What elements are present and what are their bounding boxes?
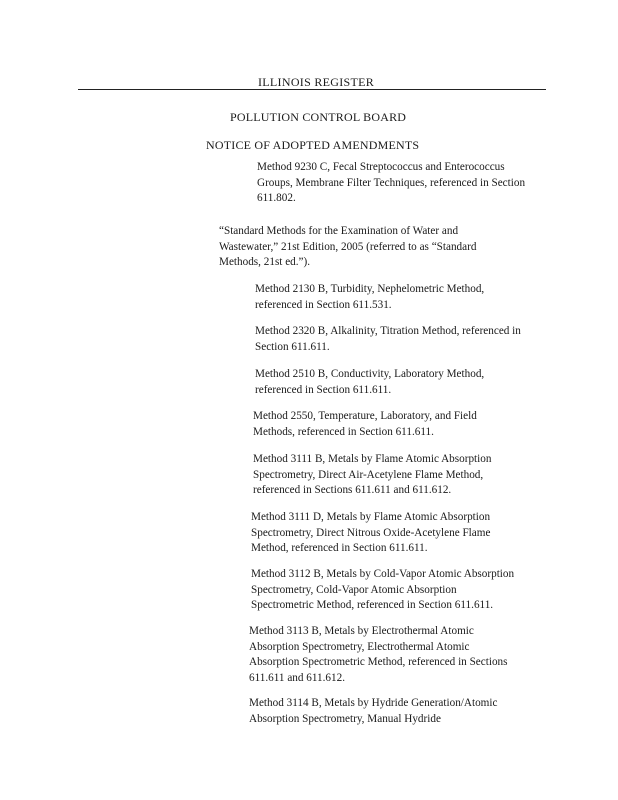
entry-line: 611.611 and 611.612. — [249, 671, 346, 684]
entry-line: Method 2130 B, Turbidity, Nephelometric Method, — [255, 283, 485, 295]
method-entry — [253, 409, 477, 440]
entry-line: Absorption Spectrometry, Electrothermal Atomic — [249, 640, 470, 653]
entry-line: Method 2320 B, Alkalinity, Titration Method, referenced in — [255, 325, 521, 337]
entry-line: Section 611.611. — [255, 340, 330, 353]
entry-line: Spectrometry, Cold-Vapor Atomic Absorption — [251, 583, 457, 596]
method-entry — [255, 367, 484, 398]
entry-line: Absorption Spectrometry, Manual Hydride — [249, 712, 441, 725]
entry-line: Method 3112 B, Metals by Cold-Vapor Atomic Absorption — [251, 568, 515, 580]
entry-line: referenced in Sections 611.611 and 611.612. — [253, 484, 452, 496]
notice-title: NOTICE OF ADOPTED AMENDMENTS — [206, 138, 420, 152]
method-entry — [255, 282, 484, 313]
entry-line: Method, referenced in Section 611.611. — [251, 542, 428, 554]
entry-line: Method 3111 B, Metals by Flame Atomic Absorption — [253, 453, 492, 465]
method-entry — [257, 160, 525, 207]
entry-line: referenced in Section 611.531. — [255, 298, 392, 311]
entry-line: Method 9230 C, Fecal Streptococcus and Enterococcus — [257, 161, 505, 173]
entry-line: Method 3111 D, Metals by Flame Atomic Absorption — [251, 511, 491, 523]
method-entry — [251, 510, 490, 557]
publication-entry — [219, 224, 476, 271]
board-title: POLLUTION CONTROL BOARD — [230, 110, 407, 124]
entry-line: Method 2550, Temperature, Laboratory, and Field — [253, 410, 477, 422]
entry-line: Method 3113 B, Metals by Electrothermal Atomic — [249, 625, 474, 637]
entry-line: Spectrometry, Direct Air-Acetylene Flame Method, — [253, 468, 484, 481]
entry-line: Method 3114 B, Metals by Hydride Generation/Atomic — [249, 697, 498, 709]
entry-line: Groups, Membrane Filter Techniques, referenced in Section — [257, 176, 526, 189]
entry-line: referenced in Section 611.611. — [255, 383, 392, 396]
method-entry — [251, 567, 514, 614]
method-entry — [249, 696, 497, 727]
entry-line: Spectrometric Method, referenced in Section 611.611. — [251, 599, 494, 611]
entry-line: Methods, referenced in Section 611.611. — [253, 425, 434, 438]
entry-line: Spectrometry, Direct Nitrous Oxide-Acetylene Flame — [251, 526, 491, 539]
register-title: ILLINOIS REGISTER — [258, 75, 375, 89]
entry-line: Absorption Spectrometric Method, referenced in Sections — [249, 656, 508, 668]
method-entry — [249, 624, 507, 686]
method-entry — [253, 452, 491, 499]
entry-line: Wastewater,” 21st Edition, 2005 (referred to as “Standard — [219, 240, 477, 253]
entry-line: Method 2510 B, Conductivity, Laboratory Method, — [255, 368, 485, 380]
method-entry — [255, 324, 521, 355]
entry-line: Methods, 21st ed.”). — [219, 256, 311, 268]
entry-line: “Standard Methods for the Examination of Water and — [219, 225, 459, 237]
entry-line: 611.802. — [257, 192, 296, 204]
header-rule — [78, 89, 546, 90]
